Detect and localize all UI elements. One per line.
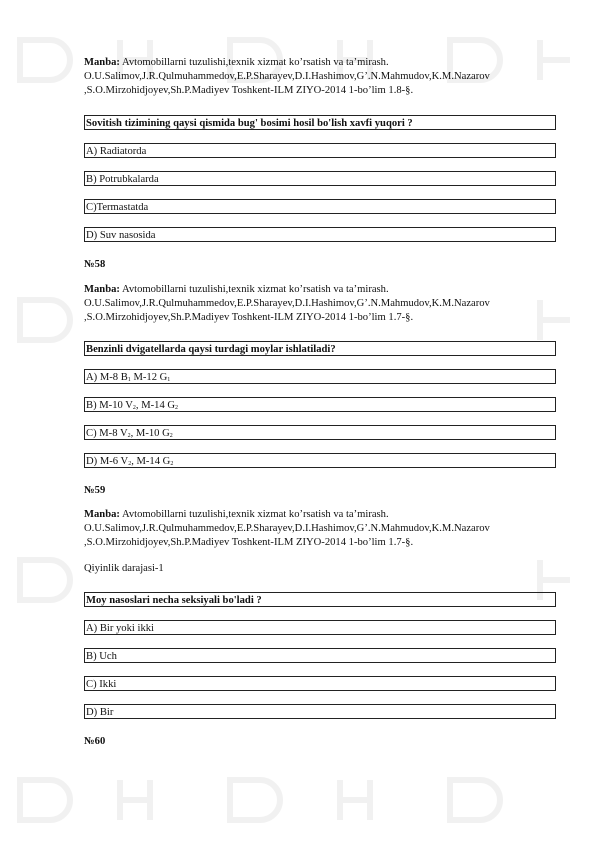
source-line-2: O.U.Salimov,J.R.Qulmuhammedov,E.P.Sharayev,D.I.Hashimov,G’.N.Mahmudov,K.M.Nazarov [84,523,490,534]
answer-b[interactable]: B) Uch [84,648,556,663]
answer-b[interactable]: B) M-10 $V_2$, M-14 $G_2$ [84,397,556,412]
answer-a[interactable]: A) Radiatorda [84,143,556,158]
answer-c[interactable]: C) Ikki [84,676,556,691]
answer-a[interactable]: A) M-8 $B_1$ M-12 $G_1$ [84,369,556,384]
question-number: №59 [84,485,106,496]
question-number: №58 [84,259,106,270]
question-box: Moy nasoslari necha seksiyali bo'ladi ? [84,592,556,607]
source-line-1: Manba: Avtomobillarni tuzulishi,texnik xizmat ko’rsatish va ta’mirash. [84,509,389,520]
source-line-1: Manba: Avtomobillarni tuzulishi,texnik xizmat ko’rsatish va ta’mirash. [84,57,389,68]
question-number: №60 [84,736,106,747]
source-line-1: Manba: Avtomobillarni tuzulishi,texnik xizmat ko’rsatish va ta’mirash. [84,284,389,295]
question-box: Sovitish tizimining qaysi qismida bug' bosimi hosil bo'lish xavfi yuqori ? [84,115,556,130]
question-box: Benzinli dvigatellarda qaysi turdagi moylar ishlatiladi? [84,341,556,356]
difficulty-level: Qiyinlik darajasi-1 [84,563,164,574]
answer-c[interactable]: C) M-8 $V_2$, M-10 $G_2$ [84,425,556,440]
answer-c[interactable]: C)Termastatda [84,199,556,214]
source-line-2: O.U.Salimov,J.R.Qulmuhammedov,E.P.Sharayev,D.I.Hashimov,G’.N.Mahmudov,K.M.Nazarov [84,298,490,309]
source-line-3: ,S.O.Mirzohidjoyev,Sh.P.Madiyev Toshkent-ILM ZIYO-2014 1-bo’lim 1.7-§. [84,537,414,548]
answer-d[interactable]: D) M-6 $V_2$, M-14 $G_2$ [84,453,556,468]
source-line-2: O.U.Salimov,J.R.Qulmuhammedov,E.P.Sharayev,D.I.Hashimov,G’.N.Mahmudov,K.M.Nazarov [84,71,490,82]
source-line-3: ,S.O.Mirzohidjoyev,Sh.P.Madiyev Toshkent-ILM ZIYO-2014 1-bo’lim 1.8-§. [84,85,414,96]
source-line-3: ,S.O.Mirzohidjoyev,Sh.P.Madiyev Toshkent-ILM ZIYO-2014 1-bo’lim 1.7-§. [84,312,414,323]
answer-d[interactable]: D) Suv nasosida [84,227,556,242]
answer-b[interactable]: B) Potrubkalarda [84,171,556,186]
answer-d[interactable]: D) Bir [84,704,556,719]
answer-a[interactable]: A) Bir yoki ikki [84,620,556,635]
